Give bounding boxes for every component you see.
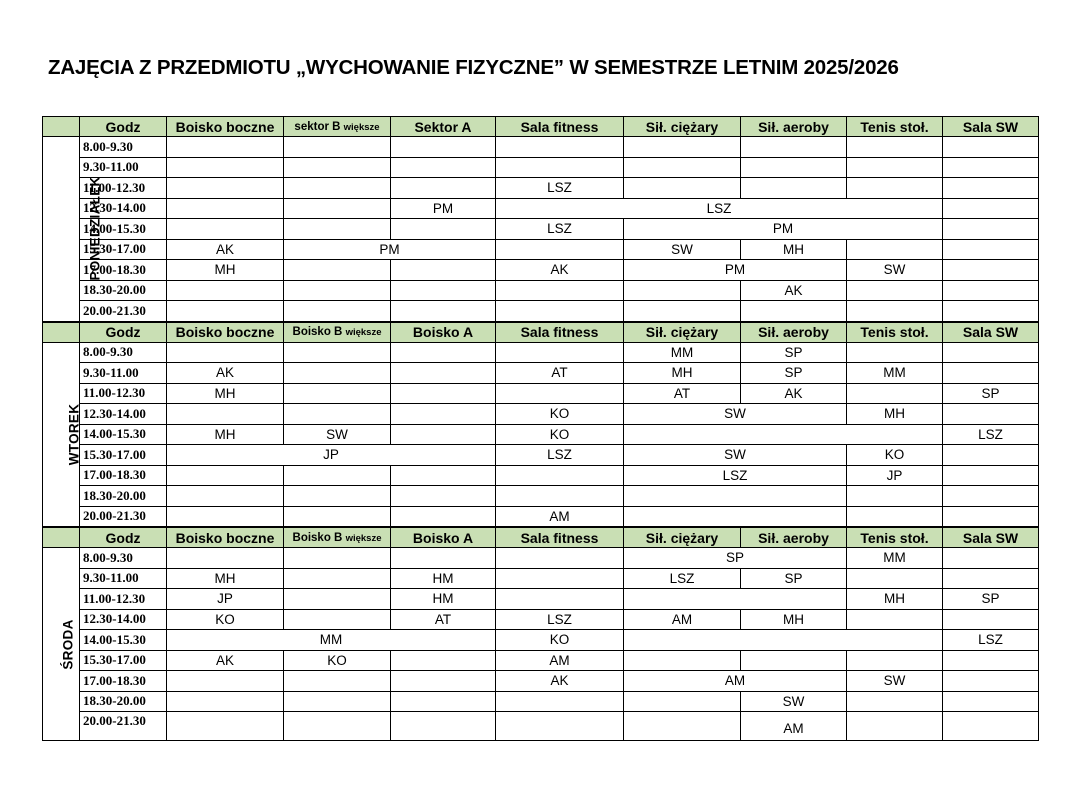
time-slot: 12.30-14.00	[80, 198, 167, 219]
header-sil-aeroby: Sił. aeroby	[741, 117, 847, 137]
table-row	[43, 157, 1039, 178]
schedule-cell: AK	[167, 239, 284, 260]
schedule-cell: KO	[847, 445, 943, 466]
schedule-cell: MH	[741, 609, 847, 630]
time-slot: 20.00-21.30	[80, 506, 167, 527]
header-boisko-boczne: Boisko boczne	[167, 527, 284, 548]
table-row	[43, 712, 1039, 741]
schedule-cell: SW	[624, 445, 847, 466]
table-row	[43, 568, 1039, 589]
schedule-cell: LSZ	[496, 609, 624, 630]
table-row	[43, 650, 1039, 671]
header-sala-fitness: Sala fitness	[496, 322, 624, 343]
header-boisko-a: Boisko A	[391, 527, 496, 548]
schedule-cell: MH	[847, 589, 943, 610]
table-row	[43, 383, 1039, 404]
schedule-cell: LSZ	[943, 424, 1039, 445]
table-row	[43, 486, 1039, 507]
header-corner	[43, 322, 80, 343]
table-row	[43, 280, 1039, 301]
header-boisko-b: Boisko B większe	[284, 527, 391, 548]
schedule-cell: MM	[624, 342, 741, 363]
table-row	[43, 691, 1039, 712]
header-sala-sw: Sala SW	[943, 117, 1039, 137]
time-slot: 18.30-20.00	[80, 280, 167, 301]
schedule-cell: AK	[167, 650, 284, 671]
schedule-cell: MH	[847, 404, 943, 425]
time-slot: 9.30-11.00	[80, 568, 167, 589]
table-row	[43, 219, 1039, 240]
schedule-cell: AK	[496, 671, 624, 692]
table-row	[43, 609, 1039, 630]
schedule-cell: AM	[496, 650, 624, 671]
page-title: ZAJĘCIA Z PRZEDMIOTU „WYCHOWANIE FIZYCZNE” W SEMESTRZE LETNIM 2025/2026	[48, 56, 899, 79]
header-sala-fitness: Sala fitness	[496, 527, 624, 548]
time-slot: 9.30-11.00	[80, 363, 167, 384]
header-sil-ciezary: Sił. ciężary	[624, 117, 741, 137]
time-slot: 17.00-18.30	[80, 260, 167, 281]
table-row	[43, 363, 1039, 384]
header-row-sroda	[43, 527, 1039, 548]
time-slot: 11.00-12.30	[80, 589, 167, 610]
day-label-sroda: ŚRODA	[43, 548, 80, 741]
time-slot: 11.00-12.30	[80, 178, 167, 199]
schedule-cell: SW	[741, 691, 847, 712]
schedule-cell: SW	[624, 404, 847, 425]
schedule-cell: LSZ	[496, 219, 624, 240]
schedule-cell: SP	[741, 363, 847, 384]
time-slot: 14.00-15.30	[80, 424, 167, 445]
table-row	[43, 239, 1039, 260]
header-godz: Godz	[80, 527, 167, 548]
time-slot: 11.00-12.30	[80, 383, 167, 404]
schedule-table	[42, 116, 1039, 741]
time-slot: 9.30-11.00	[80, 157, 167, 178]
schedule-cell: HM	[391, 568, 496, 589]
header-row-wtorek	[43, 322, 1039, 343]
schedule-cell: PM	[624, 260, 847, 281]
schedule-cell: KO	[496, 630, 624, 651]
schedule-cell: MH	[741, 239, 847, 260]
table-row	[43, 630, 1039, 651]
schedule-cell: MH	[167, 424, 284, 445]
header-boisko-boczne: Boisko boczne	[167, 117, 284, 137]
schedule-cell: AK	[741, 383, 847, 404]
schedule-cell: SP	[943, 589, 1039, 610]
schedule-cell: SW	[847, 671, 943, 692]
table-row	[43, 137, 1039, 158]
schedule-cell: AT	[624, 383, 741, 404]
header-tenis-stol: Tenis stoł.	[847, 527, 943, 548]
table-row	[43, 506, 1039, 527]
header-godz: Godz	[80, 117, 167, 137]
header-boisko-b: Boisko B większe	[284, 322, 391, 343]
schedule-cell: AM	[496, 506, 624, 527]
schedule-cell: KO	[496, 424, 624, 445]
time-slot: 15.30-17.00	[80, 239, 167, 260]
time-slot: 17.00-18.30	[80, 671, 167, 692]
schedule-cell: MH	[624, 363, 741, 384]
header-sala-sw: Sala SW	[943, 322, 1039, 343]
schedule-cell: SW	[624, 239, 741, 260]
table-row	[43, 445, 1039, 466]
schedule-cell: SW	[284, 424, 391, 445]
schedule-cell: MM	[847, 363, 943, 384]
schedule-cell: AM	[624, 609, 741, 630]
schedule-cell: MM	[847, 548, 943, 569]
header-sektor-a: Sektor A	[391, 117, 496, 137]
schedule-cell: KO	[284, 650, 391, 671]
time-slot: 18.30-20.00	[80, 691, 167, 712]
time-slot: 20.00-21.30	[80, 712, 167, 741]
time-slot: 17.00-18.30	[80, 465, 167, 486]
header-tenis-stol: Tenis stoł.	[847, 322, 943, 343]
header-corner	[43, 527, 80, 548]
table-row	[43, 342, 1039, 363]
table-row	[43, 548, 1039, 569]
header-sala-sw: Sala SW	[943, 527, 1039, 548]
day-label-wtorek: WTOREK	[43, 342, 80, 527]
schedule-cell: AM	[741, 712, 847, 741]
table-row	[43, 198, 1039, 219]
header-sil-ciezary: Sił. ciężary	[624, 527, 741, 548]
table-row	[43, 178, 1039, 199]
header-sala-fitness: Sala fitness	[496, 117, 624, 137]
schedule-cell: MM	[167, 630, 496, 651]
header-sektor-b: sektor B większe	[284, 117, 391, 137]
time-slot: 15.30-17.00	[80, 650, 167, 671]
schedule-cell: LSZ	[624, 465, 847, 486]
table-row	[43, 589, 1039, 610]
table-row	[43, 260, 1039, 281]
schedule-cell: LSZ	[496, 198, 943, 219]
time-slot: 8.00-9.30	[80, 342, 167, 363]
header-row-poniedzialek	[43, 117, 1039, 137]
schedule-cell: SP	[741, 568, 847, 589]
day-label-poniedzialek: PONIEDZIAŁEK	[43, 137, 80, 322]
time-slot: 20.00-21.30	[80, 301, 167, 322]
schedule-cell: AM	[624, 671, 847, 692]
table-row	[43, 424, 1039, 445]
schedule-cell: AK	[496, 260, 624, 281]
schedule-cell: MH	[167, 568, 284, 589]
time-slot: 18.30-20.00	[80, 486, 167, 507]
schedule-cell: KO	[167, 609, 284, 630]
schedule-cell: LSZ	[624, 568, 741, 589]
table-row	[43, 671, 1039, 692]
header-sil-ciezary: Sił. ciężary	[624, 322, 741, 343]
schedule-cell: SP	[943, 383, 1039, 404]
header-sil-aeroby: Sił. aeroby	[741, 322, 847, 343]
time-slot: 12.30-14.00	[80, 404, 167, 425]
schedule-cell: KO	[496, 404, 624, 425]
time-slot: 12.30-14.00	[80, 609, 167, 630]
schedule-cell: SP	[624, 548, 847, 569]
schedule-cell: SP	[741, 342, 847, 363]
header-boisko-a: Boisko A	[391, 322, 496, 343]
time-slot: 14.00-15.30	[80, 219, 167, 240]
schedule-cell: AT	[391, 609, 496, 630]
time-slot: 8.00-9.30	[80, 548, 167, 569]
schedule-cell: LSZ	[496, 445, 624, 466]
schedule-cell: PM	[284, 239, 496, 260]
schedule-cell: PM	[624, 219, 943, 240]
schedule-cell: HM	[391, 589, 496, 610]
header-godz: Godz	[80, 322, 167, 343]
schedule-cell: LSZ	[943, 630, 1039, 651]
header-corner	[43, 117, 80, 137]
table-row	[43, 301, 1039, 322]
schedule-cell: MH	[167, 383, 284, 404]
time-slot: 8.00-9.30	[80, 137, 167, 158]
time-slot: 15.30-17.00	[80, 445, 167, 466]
header-tenis-stol: Tenis stoł.	[847, 117, 943, 137]
schedule-cell: PM	[391, 198, 496, 219]
schedule-cell: SW	[847, 260, 943, 281]
schedule-cell: AK	[167, 363, 284, 384]
time-slot: 14.00-15.30	[80, 630, 167, 651]
table-row	[43, 465, 1039, 486]
header-sil-aeroby: Sił. aeroby	[741, 527, 847, 548]
schedule-cell: MH	[167, 260, 284, 281]
schedule-cell: AT	[496, 363, 624, 384]
table-row	[43, 404, 1039, 425]
schedule-cell: JP	[847, 465, 943, 486]
schedule-cell: JP	[167, 589, 284, 610]
schedule-cell: LSZ	[496, 178, 624, 199]
schedule-cell: AK	[741, 280, 847, 301]
header-boisko-boczne: Boisko boczne	[167, 322, 284, 343]
schedule-cell: JP	[167, 445, 496, 466]
